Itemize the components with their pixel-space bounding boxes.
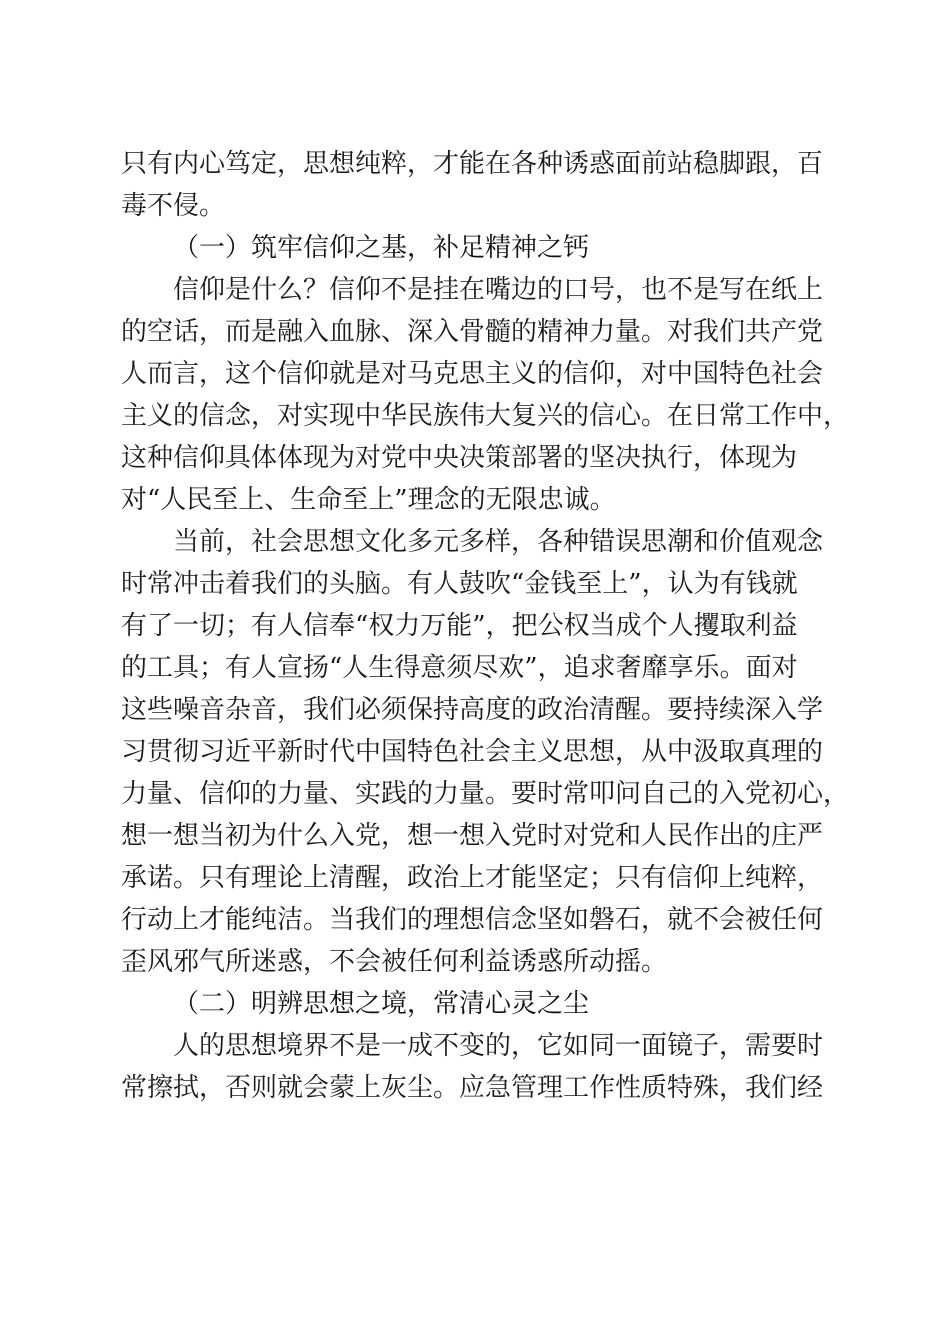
- paragraph-start: 信仰是什么？信仰不是挂在嘴边的口号，也不是写在纸上: [173, 275, 824, 305]
- text-line: 承诺。只有理论上清醒，政治上才能坚定；只有信仰上纯粹，: [121, 863, 824, 893]
- text-line: 主义的信念，对实现中华民族伟大复兴的信心。在日常工作中，: [121, 401, 850, 431]
- text-line: 对“人民至上、生命至上”理念的无限忠诚。: [121, 485, 616, 515]
- paragraph-start: 人的思想境界不是一成不变的，它如同一面镜子，需要时: [173, 1031, 824, 1061]
- text-line: 力量、信仰的力量、实践的力量。要时常叩问自己的入党初心，: [121, 779, 850, 809]
- text-line: 行动上才能纯洁。当我们的理想信念坚如磐石，就不会被任何: [121, 905, 824, 935]
- text-line: 的工具；有人宣扬“人生得意须尽欢”，追求奢靡享乐。面对: [121, 653, 798, 683]
- text-line: 人而言，这个信仰就是对马克思主义的信仰，对中国特色社会: [121, 359, 824, 389]
- text-line: 想一想当初为什么入党，想一想入党时对党和人民作出的庄严: [121, 821, 824, 851]
- text-line: 这种信仰具体体现为对党中央决策部署的坚决执行，体现为: [121, 443, 798, 473]
- text-line: 歪风邪气所迷惑，不会被任何利益诱惑所动摇。: [121, 947, 668, 977]
- section-heading-1: （一）筑牢信仰之基，补足精神之钙: [173, 233, 590, 263]
- text-line: 毒不侵。: [121, 191, 226, 221]
- section-heading-2: （二）明辨思想之境，常清心灵之尘: [173, 989, 590, 1019]
- text-line: 只有内心笃定，思想纯粹，才能在各种诱惑面前站稳脚跟，百: [121, 149, 824, 179]
- text-line: 时常冲击着我们的头脑。有人鼓吹“金钱至上”，认为有钱就: [121, 569, 798, 599]
- paragraph-start: 当前，社会思想文化多元多样，各种错误思潮和价值观念: [173, 527, 824, 557]
- text-line: 习贯彻习近平新时代中国特色社会主义思想，从中汲取真理的: [121, 737, 824, 767]
- text-line: 的空话，而是融入血脉、深入骨髓的精神力量。对我们共产党: [121, 317, 824, 347]
- text-line: 常擦拭，否则就会蒙上灰尘。应急管理工作性质特殊，我们经: [121, 1073, 824, 1103]
- text-line: 这些噪音杂音，我们必须保持高度的政治清醒。要持续深入学: [121, 695, 824, 725]
- text-line: 有了一切；有人信奉“权力万能”，把公权当成个人攫取利益: [121, 611, 798, 641]
